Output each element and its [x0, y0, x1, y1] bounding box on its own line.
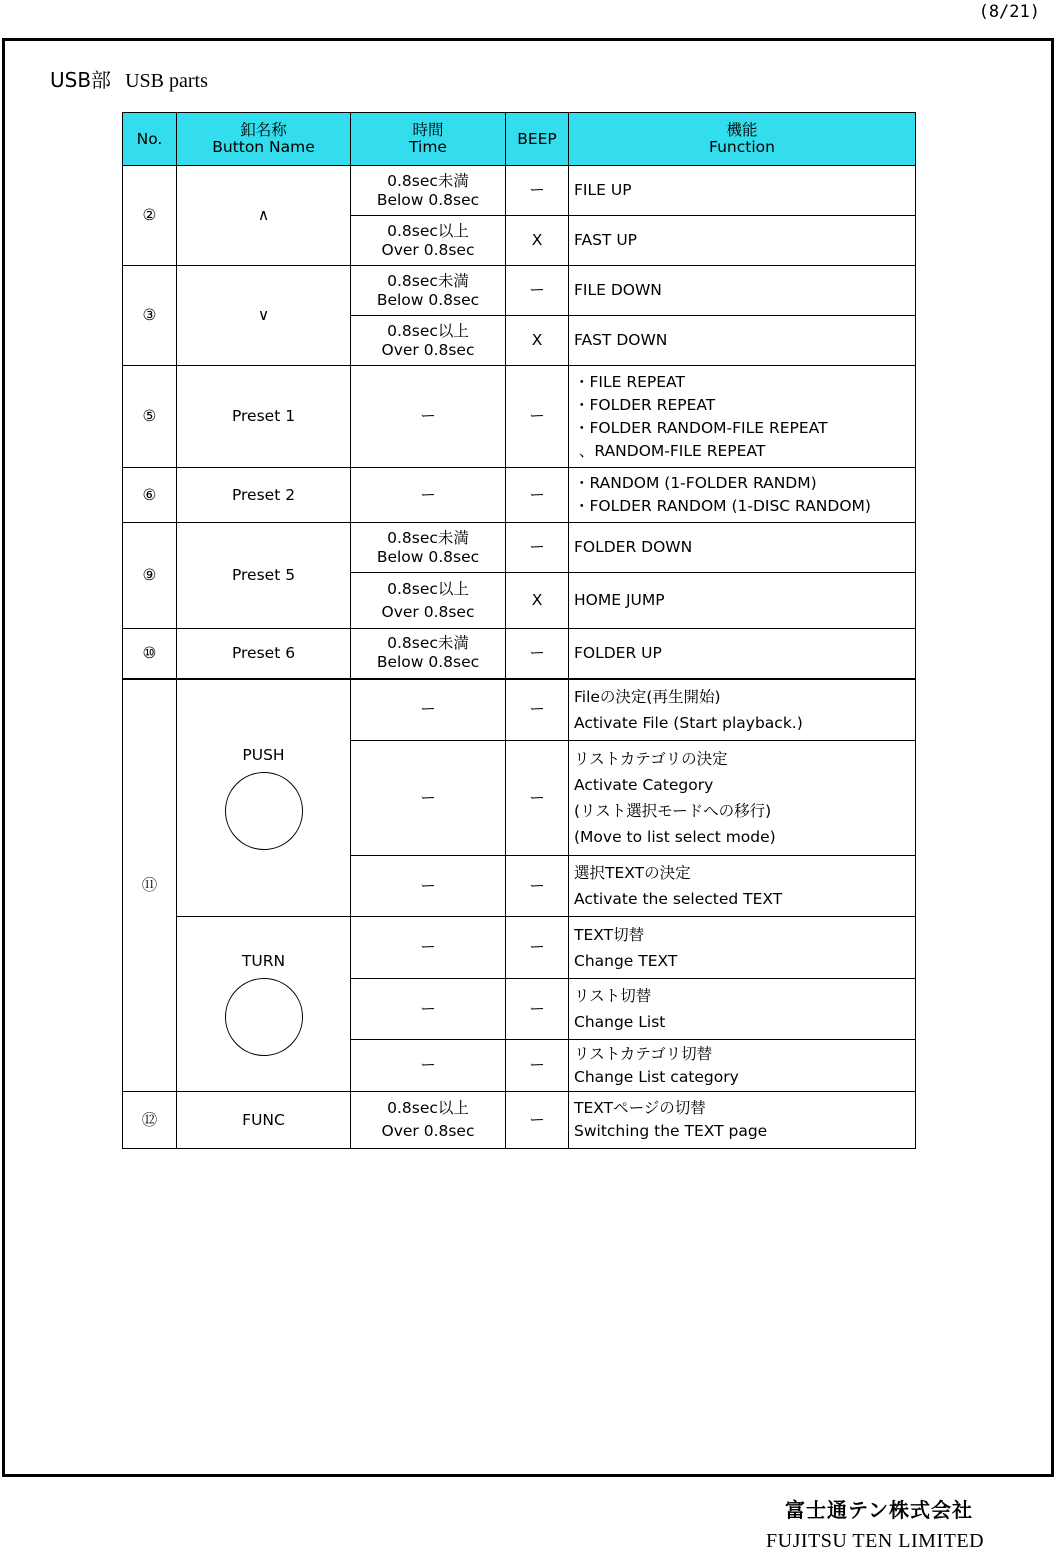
time-cell: ー: [351, 917, 506, 979]
function-cell: [569, 1092, 916, 1149]
function-jp: リスト切替: [574, 987, 652, 1005]
beep-cell: ー: [506, 468, 569, 523]
button-name: Preset 2: [177, 468, 351, 523]
time-en: Below 0.8sec: [376, 547, 480, 566]
beep-cell: ー: [506, 917, 569, 979]
time-jp: 0.8sec以上: [387, 221, 469, 240]
row-number: ⑪: [123, 679, 177, 1092]
beep-cell: ー: [506, 266, 569, 316]
header-no: No.: [123, 113, 177, 166]
function-cell: FAST UP: [569, 216, 916, 266]
function-en: (Move to list select mode): [574, 828, 776, 846]
function-cell: FOLDER UP: [569, 629, 916, 679]
section-title-jp: USB部: [50, 68, 112, 92]
beep-cell: X: [506, 216, 569, 266]
button-name: FUNC: [177, 1092, 351, 1149]
function-cell: [569, 856, 916, 917]
push-knob-circle-icon: [225, 772, 303, 850]
function-line: 、RANDOM-FILE REPEAT: [574, 441, 766, 460]
function-jp: リストカテゴリ切替: [574, 1044, 713, 1063]
time-jp: 0.8sec未満: [387, 171, 469, 190]
time-cell: [351, 266, 506, 316]
time-cell: ー: [351, 366, 506, 468]
function-en: Switching the TEXT page: [574, 1122, 768, 1140]
function-cell: FAST DOWN: [569, 316, 916, 366]
header-time-jp: 時間: [412, 121, 444, 139]
table-row: [123, 266, 916, 316]
usb-button-table: [122, 112, 916, 1149]
function-en: Activate the selected TEXT: [574, 890, 783, 908]
company-name-jp: 富士通テン株式会社: [785, 1498, 973, 1522]
header-button-jp: 釦名称: [240, 121, 287, 139]
time-en: Below 0.8sec: [376, 290, 480, 309]
table-row: [123, 1092, 916, 1149]
header-time-en: Time: [409, 138, 447, 156]
table-row: [123, 468, 916, 523]
time-jp: 0.8sec以上: [387, 579, 469, 598]
function-en: Change List: [574, 1013, 666, 1031]
row-number: ③: [123, 266, 177, 366]
header-beep: BEEP: [506, 113, 569, 166]
time-cell: ー: [351, 1040, 506, 1092]
time-jp: 0.8sec以上: [387, 321, 469, 340]
row-number: ②: [123, 166, 177, 266]
time-cell: [351, 216, 506, 266]
row-number: ⑨: [123, 523, 177, 629]
table-row: [123, 629, 916, 679]
time-cell: [351, 166, 506, 216]
time-jp: 0.8sec未満: [387, 528, 469, 547]
button-name: Preset 5: [177, 523, 351, 629]
button-name: Preset 6: [177, 629, 351, 679]
function-jp: リストカテゴリの決定: [574, 750, 728, 768]
function-jp: 選択TEXTの決定: [574, 864, 691, 882]
time-cell: ー: [351, 979, 506, 1040]
header-function-en: Function: [709, 138, 775, 156]
row-number: ⑫: [123, 1092, 177, 1149]
time-jp: 0.8sec未満: [387, 271, 469, 290]
push-knob-cell: [177, 679, 351, 917]
function-en: Activate File (Start playback.): [574, 713, 803, 732]
time-cell: ー: [351, 856, 506, 917]
button-name: ∧: [177, 166, 351, 266]
time-en: Over 0.8sec: [381, 602, 475, 621]
company-name-en: FUJITSU TEN LIMITED: [766, 1530, 985, 1552]
beep-cell: X: [506, 316, 569, 366]
beep-cell: ー: [506, 629, 569, 679]
beep-cell: ー: [506, 1040, 569, 1092]
header-time: [351, 113, 506, 166]
function-cell: [569, 679, 916, 741]
time-cell: ー: [351, 741, 506, 856]
function-cell: FOLDER DOWN: [569, 523, 916, 573]
function-jp: TEXTページの切替: [574, 1099, 706, 1117]
function-cell: [569, 1040, 916, 1092]
header-button: [177, 113, 351, 166]
function-line: ・FOLDER RANDOM-FILE REPEAT: [574, 418, 828, 437]
function-jp: Fileの決定(再生開始): [574, 687, 721, 706]
beep-cell: ー: [506, 679, 569, 741]
button-name: ∨: [177, 266, 351, 366]
function-line: ・FOLDER REPEAT: [574, 395, 716, 414]
function-cell: FILE DOWN: [569, 266, 916, 316]
time-en: Over 0.8sec: [381, 240, 475, 259]
function-en: Change List category: [574, 1067, 739, 1086]
beep-cell: ー: [506, 979, 569, 1040]
push-label: PUSH: [242, 745, 285, 764]
table-row: [123, 366, 916, 468]
time-en: Over 0.8sec: [381, 1122, 475, 1140]
function-line: ・FILE REPEAT: [574, 372, 685, 391]
time-cell: ー: [351, 679, 506, 741]
button-name: Preset 1: [177, 366, 351, 468]
section-title: [50, 64, 208, 93]
function-en: Activate Category: [574, 776, 714, 794]
time-cell: [351, 629, 506, 679]
row-number: ⑤: [123, 366, 177, 468]
function-cell: HOME JUMP: [569, 573, 916, 629]
function-cell: [569, 741, 916, 856]
turn-knob-cell: [177, 917, 351, 1092]
time-cell: ー: [351, 468, 506, 523]
function-cell: [569, 366, 916, 468]
row-number: ⑥: [123, 468, 177, 523]
function-jp: TEXT切替: [574, 925, 645, 944]
time-cell: [351, 1092, 506, 1149]
beep-cell: ー: [506, 366, 569, 468]
beep-cell: ー: [506, 856, 569, 917]
function-line: ・RANDOM (1-FOLDER RANDM): [574, 474, 817, 492]
function-cell: [569, 917, 916, 979]
function-cell: [569, 979, 916, 1040]
turn-knob-circle-icon: [225, 978, 303, 1056]
time-cell: [351, 316, 506, 366]
header-button-en: Button Name: [212, 138, 315, 156]
table-row: [123, 679, 916, 741]
time-cell: [351, 573, 506, 629]
table-row: [123, 166, 916, 216]
beep-cell: ー: [506, 741, 569, 856]
time-en: Below 0.8sec: [376, 190, 480, 209]
header-function-jp: 機能: [726, 121, 758, 139]
beep-cell: X: [506, 573, 569, 629]
time-en: Over 0.8sec: [381, 340, 475, 359]
function-jp: (リスト選択モードへの移行): [574, 802, 772, 820]
table-header-row: [123, 113, 916, 166]
function-cell: FILE UP: [569, 166, 916, 216]
function-line: ・FOLDER RANDOM (1-DISC RANDOM): [574, 497, 871, 515]
beep-cell: ー: [506, 1092, 569, 1149]
turn-label: TURN: [241, 952, 286, 970]
beep-cell: ー: [506, 523, 569, 573]
time-cell: [351, 523, 506, 573]
time-en: Below 0.8sec: [376, 653, 480, 672]
section-title-en: USB parts: [125, 70, 208, 92]
function-en: Change TEXT: [574, 951, 678, 970]
header-function: [569, 113, 916, 166]
page-number: (8/21): [978, 2, 1040, 22]
function-cell: [569, 468, 916, 523]
table-row: [123, 523, 916, 573]
beep-cell: ー: [506, 166, 569, 216]
time-jp: 0.8sec未満: [387, 634, 469, 653]
time-jp: 0.8sec以上: [387, 1099, 469, 1117]
row-number: ⑩: [123, 629, 177, 679]
table-row: [123, 917, 916, 979]
